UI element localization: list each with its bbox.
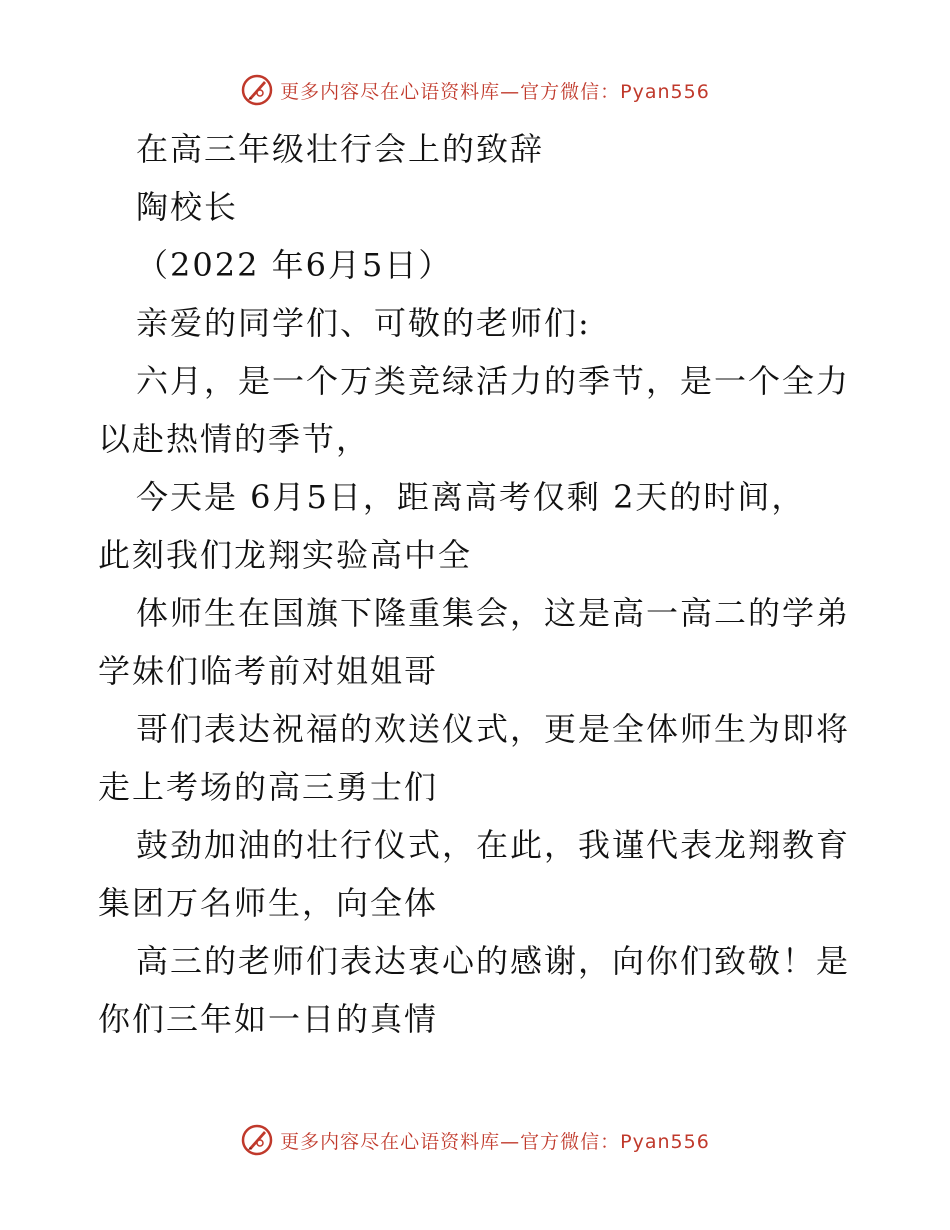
header-banner <box>0 70 950 110</box>
quill-logo-icon <box>240 73 274 107</box>
paragraph-line: 学妹们临考前对姐姐哥 <box>98 652 439 690</box>
document-title: 在高三年级壮行会上的致辞 <box>136 130 545 168</box>
paragraph-line: 以赴热情的季节， <box>98 420 371 458</box>
paragraph-line: 集团万名师生，向全体 <box>98 884 439 922</box>
paragraph-line: 此刻我们龙翔实验高中全 <box>98 536 473 574</box>
paragraph-line: 哥们表达祝福的欢送仪式，更是全体师生为即将 <box>136 710 851 748</box>
paragraph-line: 今天是 6月5日，距离高考仅剩 2天的时间， <box>136 478 806 516</box>
document-body <box>98 120 858 1048</box>
paragraph-line: 亲爱的同学们、可敬的老师们: <box>136 304 591 342</box>
quill-logo-icon <box>240 1123 274 1157</box>
header-banner-text: 更多内容尽在心语资料库—官方微信：Pyan556 <box>280 80 710 103</box>
paragraph-line: 走上考场的高三勇士们 <box>98 768 439 806</box>
footer-banner-text: 更多内容尽在心语资料库—官方微信：Pyan556 <box>280 1130 710 1153</box>
footer-banner <box>0 1120 950 1160</box>
paragraph-line: 你们三年如一日的真情 <box>98 1000 439 1038</box>
paragraph-line: 鼓劲加油的壮行仪式，在此，我谨代表龙翔教育 <box>136 826 851 864</box>
author-line: 陶校长 <box>136 188 239 226</box>
paragraph-line: 六月，是一个万类竞绿活力的季节，是一个全力 <box>136 362 851 400</box>
paragraph-line: 体师生在国旗下隆重集会，这是高一高二的学弟 <box>136 594 851 632</box>
date-line: （2022 年6月5日） <box>136 246 453 284</box>
paragraph-line: 高三的老师们表达衷心的感谢，向你们致敬！是 <box>136 942 851 980</box>
